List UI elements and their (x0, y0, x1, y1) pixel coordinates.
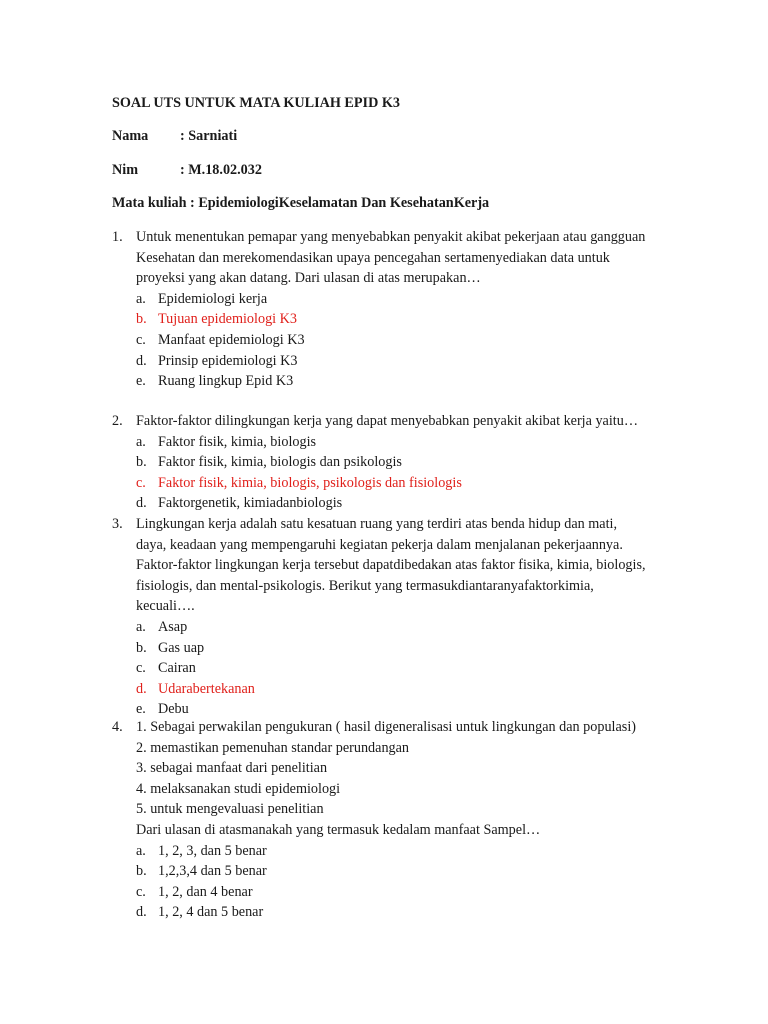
option-letter: a. (136, 290, 146, 307)
question-text: 3. sebagai manfaat dari penelitian (136, 760, 328, 777)
name-label: Nama (112, 128, 149, 144)
answer-option (0, 902, 768, 922)
question-text-line (0, 535, 768, 555)
option-text: 1, 2, 4 dan 5 benar (158, 904, 264, 921)
question-text: Dari ulasan di atasmanakah yang termasuk kedalam manfaat Sampel… (136, 822, 541, 838)
question-text: 4. melaksanakan studi epidemiologi (136, 780, 341, 797)
answer-option (0, 861, 768, 881)
question-text-line (0, 227, 768, 247)
question-text-line (0, 268, 768, 288)
option-text: Faktor fisik, kimia, biologis, psikologis dan fisiologis (158, 474, 462, 491)
name-value: : Sarniati (180, 128, 238, 144)
question-text: 1. Sebagai perwakilan pengukuran ( hasil digeneralisasi untuk lingkungan dan populasi) (136, 719, 636, 735)
option-letter: b. (136, 454, 147, 471)
question-text: kecuali…. (136, 598, 195, 615)
answer-option (0, 351, 768, 371)
option-letter: d. (136, 680, 147, 697)
option-letter: b. (136, 639, 147, 656)
option-text: 1,2,3,4 dan 5 benar (158, 863, 267, 880)
option-text: Cairan (158, 660, 196, 677)
answer-option-selected (0, 309, 768, 329)
option-letter: c. (136, 474, 146, 491)
question-text-line (0, 738, 768, 758)
option-text: Faktorgenetik, kimiadanbiologis (158, 495, 343, 512)
option-text: Epidemiologi kerja (158, 290, 268, 307)
option-letter: e. (136, 373, 146, 390)
option-text: Manfaat epidemiologi K3 (158, 332, 305, 348)
question-text-line (0, 411, 768, 431)
question-text-line (0, 555, 768, 575)
question-text: 2. memastikan pemenuhan standar perundangan (136, 739, 410, 756)
answer-option (0, 882, 768, 902)
question-text: Faktor-faktor lingkungan kerja tersebut dapatdibedakan atas faktor fisika, kimia, biologis, (136, 557, 646, 574)
answer-option (0, 432, 768, 452)
option-text: Tujuan epidemiologi K3 (158, 311, 297, 328)
question-text-line (0, 779, 768, 799)
question-number: 2. (112, 413, 123, 429)
option-letter: e. (136, 701, 146, 718)
question-number: 3. (112, 516, 123, 532)
question-text-line (0, 514, 768, 534)
answer-option (0, 841, 768, 861)
question-text-line (0, 596, 768, 616)
answer-option-selected (0, 679, 768, 699)
question-text: 5. untuk mengevaluasi penelitian (136, 801, 324, 818)
answer-option-selected (0, 473, 768, 493)
option-letter: a. (136, 433, 146, 450)
option-text: Prinsip epidemiologi K3 (158, 352, 298, 369)
question-text: daya, keadaan yang mempengaruhi kegiatan pekerja dalam menjalanan pekerjaannya. (136, 536, 623, 553)
option-letter: d. (136, 904, 147, 921)
option-letter: c. (136, 332, 146, 348)
document-title: SOAL UTS UNTUK MATA KULIAH EPID K3 (112, 95, 400, 111)
answer-option (0, 371, 768, 391)
question-number: 4. (112, 719, 123, 735)
question-text-line (0, 799, 768, 819)
answer-option (0, 452, 768, 472)
option-text: Ruang lingkup Epid K3 (158, 373, 294, 390)
option-text: Gas uap (158, 639, 205, 656)
course-line: Mata kuliah : EpidemiologiKeselamatan Dan KesehatanKerja (112, 195, 490, 211)
question-text-line (0, 758, 768, 778)
question-text: Untuk menentukan pemapar yang menyebabkan penyakit akibat pekerjaan atau gangguan (136, 229, 646, 245)
answer-option (0, 330, 768, 350)
question-text: Kesehatan dan merekomendasikan upaya pencegahan sertamenyediakan data untuk (136, 249, 610, 266)
option-letter: a. (136, 619, 146, 635)
question-text-line (0, 820, 768, 840)
option-text: 1, 2, 3, dan 5 benar (158, 842, 267, 859)
answer-option (0, 289, 768, 309)
question-number: 1. (112, 229, 123, 245)
option-text: 1, 2, dan 4 benar (158, 883, 253, 900)
question-text: proyeksi yang akan datang. Dari ulasan di atas merupakan… (136, 270, 481, 287)
option-letter: b. (136, 311, 147, 328)
question-text: fisiologis, dan mental-psikologis. Berikut yang termasukdiantaranyafaktorkimia, (136, 577, 594, 594)
option-letter: c. (136, 660, 146, 677)
nim-label: Nim (112, 162, 139, 178)
answer-option (0, 638, 768, 658)
answer-option (0, 658, 768, 678)
option-letter: d. (136, 495, 147, 512)
nim-value: : M.18.02.032 (180, 162, 262, 178)
question-text-line (0, 717, 768, 737)
option-text: Asap (158, 619, 188, 635)
option-letter: c. (136, 883, 146, 900)
question-text: Faktor-faktor dilingkungan kerja yang dapat menyebabkan penyakit akibat kerja yaitu… (136, 413, 639, 429)
option-letter: a. (136, 842, 146, 859)
question-text: Lingkungan kerja adalah satu kesatuan ruang yang terdiri atas benda hidup dan mati, (136, 516, 618, 532)
option-text: Faktor fisik, kimia, biologis (158, 433, 317, 450)
option-letter: b. (136, 863, 147, 880)
option-text: Faktor fisik, kimia, biologis dan psikologis (158, 454, 402, 471)
option-text: Udarabertekanan (158, 680, 255, 697)
option-text: Debu (158, 701, 189, 718)
answer-option (0, 493, 768, 513)
question-text-line (0, 248, 768, 268)
question-text-line (0, 576, 768, 596)
answer-option (0, 617, 768, 637)
option-letter: d. (136, 352, 147, 369)
